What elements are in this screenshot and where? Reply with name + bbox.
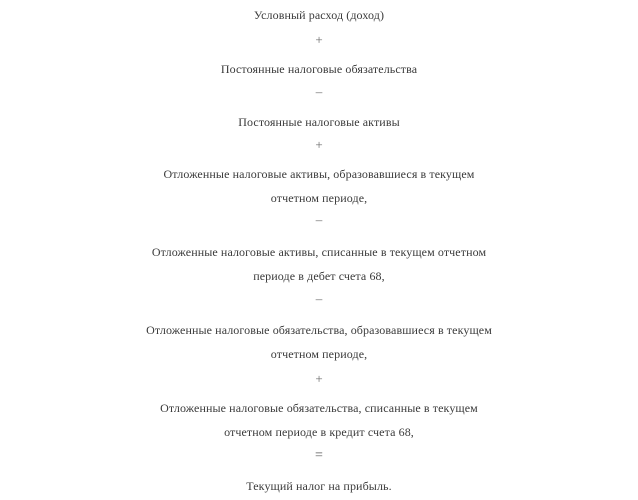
term-deferred-tax-assets-written-off-line-1: Отложенные налоговые активы, списанные в текущем отчетном xyxy=(151,245,487,259)
operator-plus: + xyxy=(315,137,323,152)
operator-equals: = xyxy=(315,448,323,463)
term-permanent-tax-assets: Постоянные налоговые активы xyxy=(238,115,400,129)
operator-minus: – xyxy=(315,212,323,227)
term-deferred-tax-assets-formed-line-2: отчетном периоде, xyxy=(270,191,368,205)
operator-minus: – xyxy=(315,291,323,306)
term-deferred-tax-liabilities-formed-line-1: Отложенные налоговые обязательства, образовавшиеся в текущем xyxy=(146,323,492,337)
term-deferred-tax-liabilities-written-off-line-1: Отложенные налоговые обязательства, списанные в текущем xyxy=(160,401,478,415)
operator-plus: + xyxy=(315,371,323,386)
term-deferred-tax-liabilities-written-off-line-2: отчетном периоде в кредит счета 68, xyxy=(224,425,414,439)
operator-plus: + xyxy=(315,32,323,47)
operator-minus: – xyxy=(315,84,323,99)
result-current-income-tax: Текущий налог на прибыль. xyxy=(246,479,392,493)
term-permanent-tax-liabilities: Постоянные налоговые обязательства xyxy=(220,62,418,76)
term-deferred-tax-assets-formed-line-1: Отложенные налоговые активы, образовавшиеся в текущем xyxy=(163,167,475,181)
term-deferred-tax-liabilities-formed-line-2: отчетном периоде, xyxy=(270,347,368,361)
term-conditional-expense: Условный расход (доход) xyxy=(253,8,385,22)
term-deferred-tax-assets-written-off-line-2: периоде в дебет счета 68, xyxy=(253,269,385,283)
